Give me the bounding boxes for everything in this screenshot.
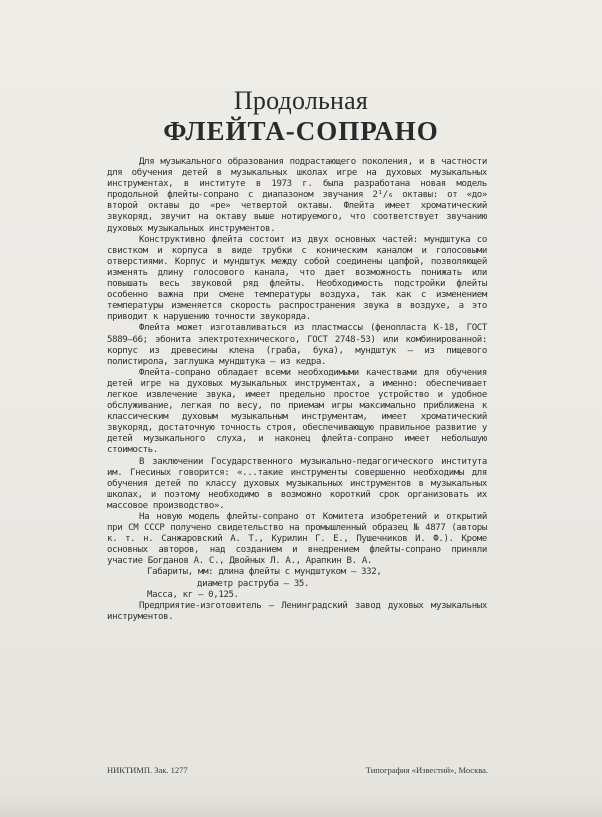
- title-line-1: Продольная: [233, 86, 369, 115]
- footer-publisher: НИКТИМП. Зак. 1277: [107, 765, 188, 775]
- paragraph-materials: Флейта может изготавливаться из пластмассы (фенопласта К-18, ГОСТ 5889—66; эбонита электротехнического, ГОСТ 2748-53) или комбинированной: корпус из древесины клена (граба, бука), мундштук — из пищевого полистирола, заглушка мундштука — из кедра.: [107, 323, 487, 367]
- spec-dimensions: Габариты, мм: длина флейты с мундштуком — 332,: [147, 567, 382, 578]
- article-body: [107, 157, 487, 623]
- paragraph-patent: На новую модель флейты-сопрано от Комитета изобретений и открытий при СМ СССР получено свидетельство на промышленный образец № 4877 (авторы к. т. н. Санжаровский А. Т., Курилин Г. Е., Пушечников И. Ф.). Кроме основных авторов, над созданием и внедрением флейты-сопрано приняли участие Богданов А. С., Двойных Л. А., Арапкин В. А.: [107, 512, 487, 567]
- paragraph-construction: Конструктивно флейта состоит из двух основных частей: мундштука со свистком и корпуса в виде трубки с коническим каналом и голосовыми отверстиями. Корпус и мундштук между собой соединены цапфой, позволяющей изменять длину голосового канала, что дает возможность понижать или повышать весь звуковой ряд флейты. Необходимость подстройки флейты особенно важна при смене температуры воздуха, так как с изменением температуры изменяется скорость распространения звука в воздухе, а это приводит к нарушению точности звукоряда.: [107, 234, 487, 323]
- paragraph-intro: Для музыкального образования подрастающего поколения, и в частности для обучения детей в музыкальных школах игре на духовых музыкальных инструментах, в институте в 1973 г. была разработана новая модель продольной флейты-сопрано с диапазоном звучания 2¹/₆ октавы: от «до» второй октавы до «ре» четвертой октавы. Флейта имеет хроматический звукоряд, звучит на октаву выше нотируемого, что соответствует звучанию духовых музыкальных инструментов.: [107, 157, 487, 234]
- paragraph-conclusion: В заключении Государственного музыкально-педагогического института им. Гнесиных говорится: «...такие инструменты совершенно необходимы для обучения детей по классу духовых музыкальных инструментов в музыкальных школах, и поэтому необходимо в возможно короткий срок организовать их массовое производство».: [107, 456, 487, 511]
- spec-manufacturer: Предприятие-изготовитель — Ленинградский завод духовых музыкальных инструментов.: [107, 600, 487, 622]
- spec-diameter: диаметр раструба — 35.: [197, 578, 310, 589]
- footer-printer: Типография «Известий», Москва.: [365, 765, 488, 775]
- title-line-2: ФЛЕЙТА-СОПРАНО: [163, 116, 439, 146]
- paragraph-qualities: Флейта-сопрано обладает всеми необходимыми качествами для обучения детей игре на духовых музыкальных инструментах, а именно: обеспечивает легкое извлечение звука, имеет предельно простое устройство и удобное обслуживание, легкая по весу, по приемам игры максимально приближена к классическим духовым музыкальным инструментам, имеет хроматический звукоряд, достаточную точность строя, обеспечивающую правильное развитие у детей музыкального слуха, и наконец флейта-сопрано имеет небольшую стоимость.: [107, 367, 487, 456]
- spec-mass: Масса, кг — 0,125.: [147, 589, 239, 600]
- page-bottom-edge: [0, 792, 602, 817]
